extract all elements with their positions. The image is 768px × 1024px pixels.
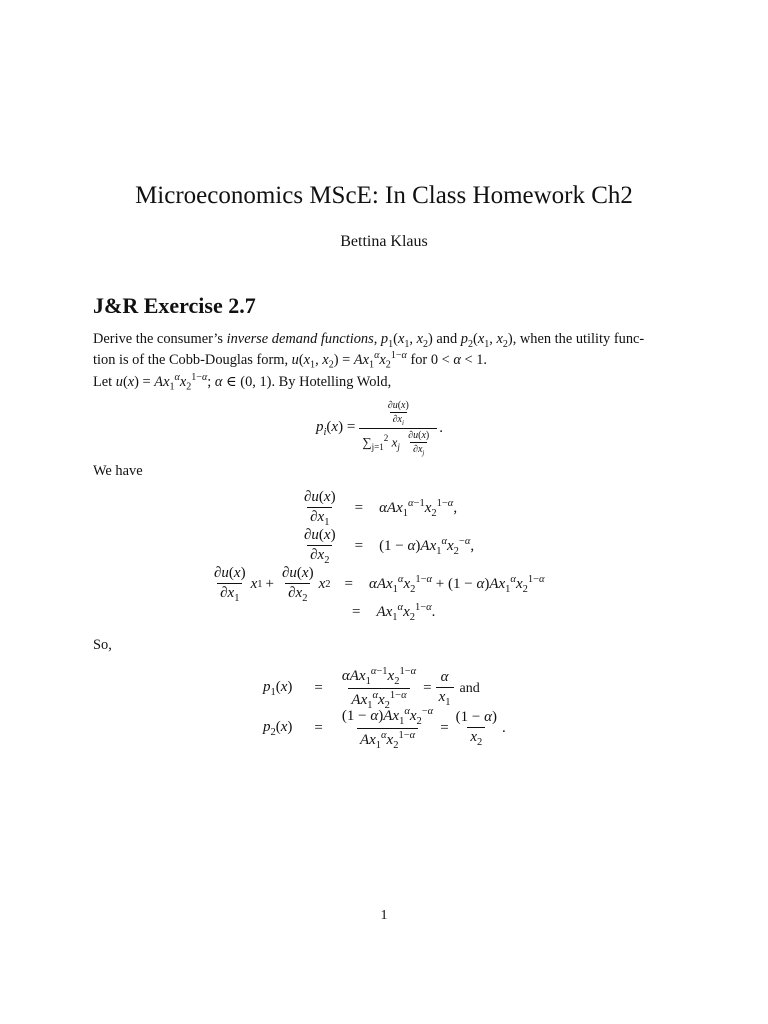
document-author: Bettina Klaus	[340, 233, 428, 250]
text-run: Let	[93, 373, 116, 390]
we-have-text: We have	[93, 463, 143, 479]
equation-row-3: $\frac{\partial u(x)}{\partial x_1}$ x 1 + $\frac{\partial u(x)}{\partial x_2}$ x 2 = $\alpha Ax_1^\alpha x_2^{1-\alpha} + (1 - \alpha)Ax_1^\alpha x_2^{1-\alpha}$	[214, 565, 545, 604]
emphasis-inverse-demand: inverse demand functions	[226, 331, 374, 347]
equation-row-2: $\frac{\partial u(x)}{\partial x_2}$ = $(1 - \alpha)Ax_1^\alpha x_2^{-\alpha}$,	[304, 527, 475, 566]
exercise-statement-line-2: tion is of the Cobb-Douglas form, $u(x_1$, $x_2) = Ax_1^\alpha x_2^{1-\alpha}$ for 0 < α < 1.	[93, 350, 488, 371]
equation-row-1: $\frac{\partial u(x)}{\partial x_1}$ = $\alpha Ax_1^{\alpha-1}x_2^{1-\alpha}$,	[304, 489, 458, 528]
section-heading: J&R Exercise 2.7	[93, 293, 256, 318]
let-line: Let $u(x) = Ax_1^\alpha x_2^{1-\alpha}$; α ∈ (0, 1). By Hotelling Wold,	[93, 372, 392, 393]
so-text: So,	[93, 637, 112, 653]
and-word: and	[459, 680, 480, 696]
text-run: for	[406, 351, 431, 368]
text-run: Derive the consumer’s	[93, 331, 227, 347]
text-run: . By Hotelling Wold,	[271, 373, 392, 390]
text-run: , when the utility func-	[512, 331, 645, 347]
inverse-demand-p1: $p_1(x)$ = $\frac{\alpha Ax_1^{\alpha-1}x_2^{1-\alpha}}{Ax_1^\alpha x_2^{1-\alpha}}$ = $\frac{\alpha}{x_1}$ and	[263, 666, 480, 711]
text-run: tion is of the Cobb-Douglas form,	[93, 351, 292, 368]
document-title: Microeconomics MScE: In Class Homework Ch2	[135, 182, 633, 209]
inverse-demand-p2: $p_2(x)$ = $\frac{(1 - \alpha)Ax_1^\alpha x_2^{-\alpha}}{Ax_1^\alpha x_2^{1-\alpha}}$ = $\frac{(1 - \alpha)}{x_2}$ .	[263, 706, 506, 751]
text-run: and	[432, 331, 461, 347]
equation-row-4: = $Ax_1^\alpha x_2^{1-\alpha}$.	[352, 602, 436, 623]
page-number: 1	[380, 908, 388, 923]
hotelling-wold-equation: $p_i(x)$ = $\frac{\partial u(x)}{\partial x_i}$ $\sum_{j=1}^2$ $x_j$ $\frac{\partial u(x)}{\partial x_j}$ .	[316, 400, 443, 457]
exercise-statement-line-1: Derive the consumer’s inverse demand functions, $p_1(x_1$, $x_2$) and $p_2(x_1$, $x_2$), when the utility func-	[93, 331, 645, 350]
